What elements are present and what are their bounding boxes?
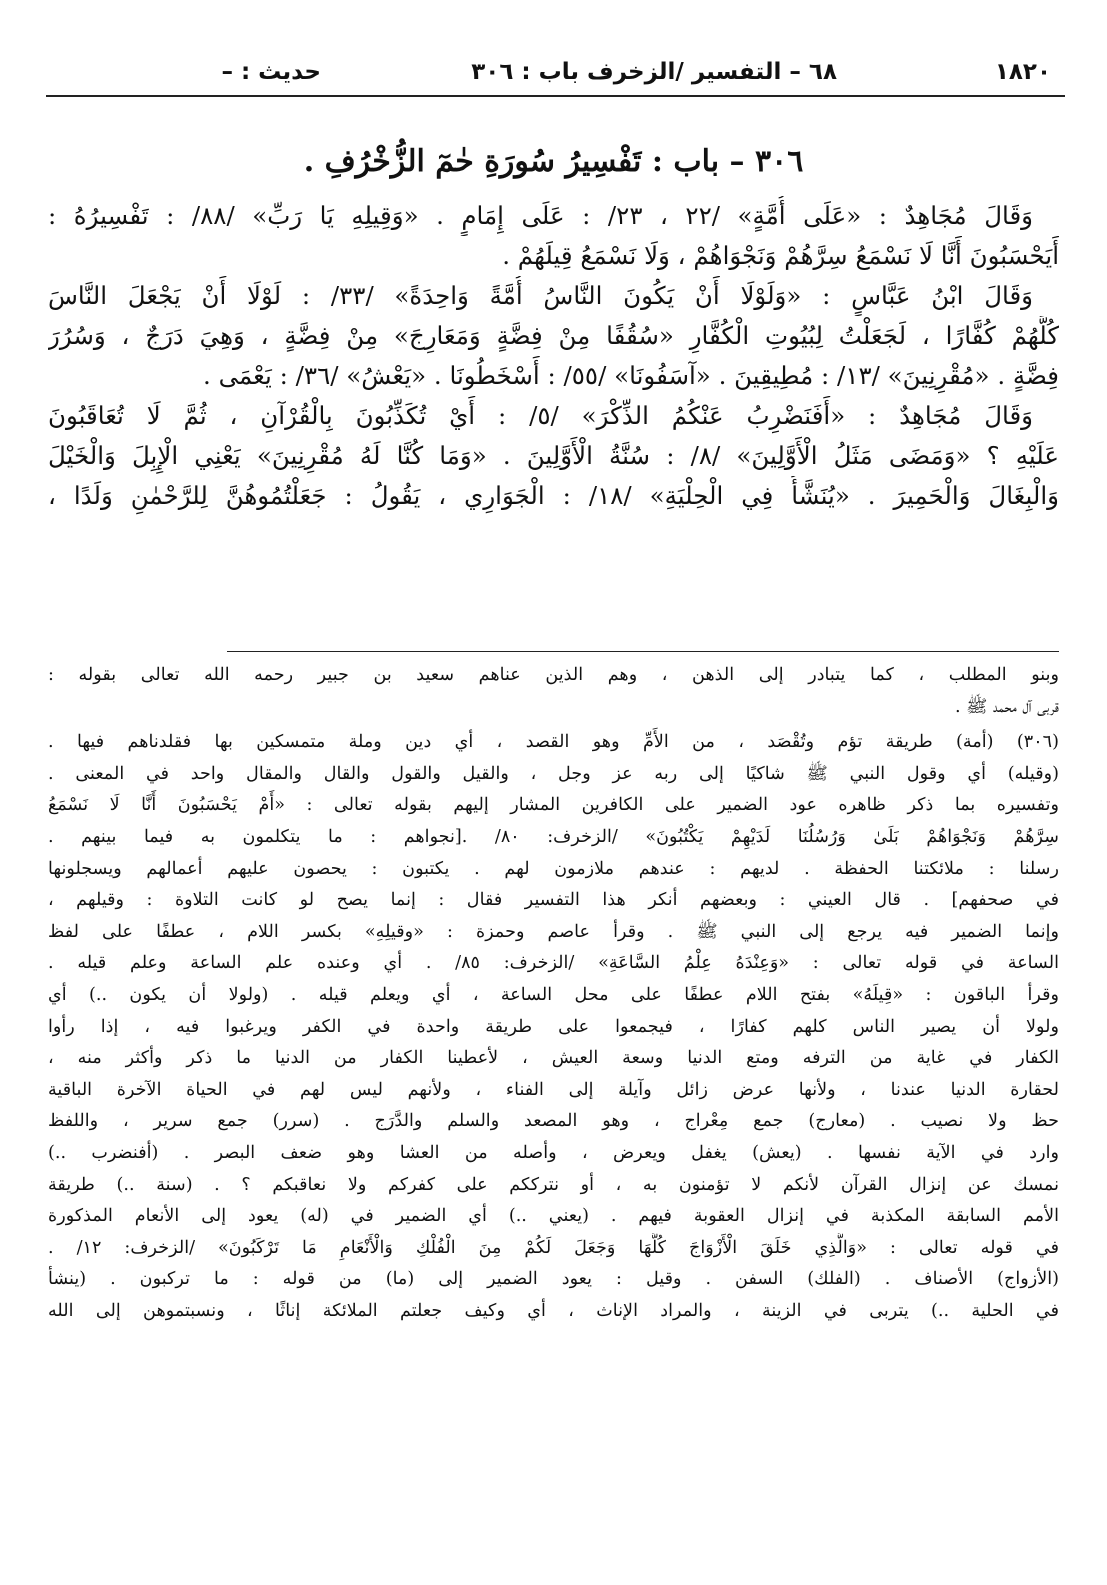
footnote-divider (227, 651, 1059, 652)
running-header (48, 50, 1059, 94)
hadith-number: حديث : – (221, 59, 321, 85)
footnote-line: وقرأ الباقون : «قِيلَهُ» بفتح اللام عطفًا على محل الساعة ، أي ويعلم قيله . (ولولا أن يكون ..) أي (48, 984, 1059, 1005)
chapter-title: ٦٨ – التفسير /الزخرف (587, 59, 837, 85)
footnote-line: الكفار في غاية من الترفه ومتع الدنيا وسعة العيش ، لأعطينا الكفار من الدنيا ما ذكر وأكثر منه ، (48, 1048, 1059, 1069)
main-text-line: وَقَالَ مُجَاهِدٌ : «عَلَى أُمَّةٍ» /٢٢ ، ٢٣/ : عَلَى إِمَامٍ . «وَقِيلِهِ يَا رَبِّ» /٨٨/ : تَفْسِيرُهُ : (48, 201, 1033, 230)
main-text-line: أَيَحْسَبُونَ أَنَّا لَا نَسْمَعُ سِرَّهُمْ وَنَجْوَاهُمْ ، وَلَا نَسْمَعُ قِيلَهُمْ . (502, 241, 1059, 270)
main-text-line: كُلَّهُمْ كُفَّارًا ، لَجَعَلْتُ لِبُيُوتِ الْكُفَّارِ «سُقُفًا مِنْ فِضَّةٍ وَمَعَارِجَ» مِنْ فِضَّةٍ ، وَهِيَ دَرَجٌ ، وَسُرُرَ (48, 321, 1059, 350)
footnote-line: رسلنا : ملائكتنا الحفظة . لديهم : عندهم ملازمون لهم . يكتبون : يحصون عليهم أعمالهم ويسجلونها (48, 858, 1059, 879)
main-text-line: عَلَيْهِ ؟ «وَمَضَى مَثَلُ الْأَوَّلِينَ» /٨/ : سُنَّةُ الْأَوَّلِينَ . «وَمَا كُنَّا لَهُ مُقْرِنِينَ» يَعْنِي الْإِبِلَ وَالْخَيْلَ (48, 441, 1059, 470)
footnote-line: حظ ولا نصيب . (معارج) جمع مِعْراج ، وهو المصعد والسلم والدَّرَج . (سرر) جمع سرير ، واللفظ (48, 1111, 1059, 1132)
footnote-line: وارد في الآية نفسها . (يعش) يغفل ويعرض ، وأصله من العشا وهو ضعف البصر . (أفنضرب ..) (48, 1142, 1059, 1163)
main-text-line: وَقَالَ ابْنُ عَبَّاسٍ : «وَلَوْلَا أَنْ يَكُونَ النَّاسُ أُمَّةً وَاحِدَةً» /٣٣/ : لَوْلَا أَنْ يَجْعَلَ النَّاسَ (48, 281, 1034, 310)
footnote-line: في صحفهم] . قال العيني : وبعضهم أنكر هذا التفسير فقال : إنما يصح لو كانت التلاوة : وقيلهم ، (48, 890, 1059, 911)
main-text-line: فِضَّةٍ . «مُقْرِنِينَ» /١٣/ : مُطِيقِينَ . «آسَفُونَا» /٥٥/ : أَسْخَطُونَا . «يَعْشُ» /٣٦/ : يَعْمَى . (203, 361, 1059, 390)
footnotes (48, 660, 1059, 1540)
header-divider (46, 95, 1065, 97)
footnote-line: الساعة في قوله تعالى : «وَعِنْدَهُ عِلْمُ السَّاعَةِ» /الزخرف: ٨٥/ . أي وعنده علم الساعة وعلم قيله . (48, 953, 1059, 974)
footnote-line: لحقارة الدنيا عندنا ، ولأنها عرض زائل وآيلة إلى الفناء ، ولأنهم ليس لهم في الحياة الآخرة الباقية (48, 1079, 1059, 1100)
footnote-line: في الحلية ..) يتربى في الزينة ، والمراد الإناث ، أي وكيف جعلتم الملائكة إناثًا ، ونسبتموهن إلى الله (48, 1300, 1059, 1321)
footnote-line: وإنما الضمير فيه يرجع إلى النبي ﷺ . وقرأ عاصم وحمزة : «وقيلِهِ» بكسر اللام ، عطفًا على لفظ (48, 921, 1059, 942)
footnote-line: (الأزواج) الأصناف . (الفلك) السفن . وقيل : يعود الضمير إلى (ما) من قوله : ما تركبون . (ينشأ (48, 1269, 1059, 1290)
page-number: ١٨٢٠ (994, 59, 1051, 85)
footnote-line: سِرَّهُمْ وَنَجْوَاهُمْ بَلَىٰ وَرُسُلُنَا لَدَيْهِمْ يَكْتُبُونَ» /الزخرف: ٨٠/ .[نجواهم : ما يتكلمون به فيما بينهم . (48, 826, 1059, 847)
section-title: ٣٠٦ – باب : تَفْسِيرُ سُورَةِ حٰمٓ الزُّخْرُفِ . (303, 144, 804, 179)
main-text-line: وَقَالَ مُجَاهِدٌ : «أَفَنَضْرِبُ عَنْكُمُ الذِّكْرَ» /٥/ : أَيْ تُكَذِّبُونَ بِالْقُرْآنِ ، ثُمَّ لَا تُعَاقَبُونَ (48, 401, 1034, 430)
footnote-line: قربى آل محمد ﷺ . (954, 696, 1059, 717)
footnote-line: الأمم السابقة المكذبة في إنزال العقوبة فيهم . (يعني ..) أي الضمير في (له) يعود إلى الأنعام المذكورة (48, 1206, 1059, 1227)
footnote-line: وتفسيره بما ذكر ظاهره عود الضمير على الكافرين المشار إليهم بقوله تعالى : «أَمْ يَحْسَبُونَ أَنَّا لَا نَسْمَعُ (48, 795, 1059, 816)
footnote-line: في قوله تعالى : «وَالَّذِي خَلَقَ الْأَزْوَاجَ كُلَّهَا وَجَعَلَ لَكُمْ مِنَ الْفُلْكِ وَالْأَنْعَامِ مَا تَرْكَبُونَ» /الزخرف: ١٢/ . (48, 1237, 1059, 1258)
bab-number: باب : ٣٠٦ (471, 59, 579, 85)
footnote-line: نمسك عن إنزال القرآن لأنكم لا تؤمنون به ، أو نترككم على كفركم ولا نعاقبكم ؟ . (سنة ..) طريقة (48, 1174, 1059, 1195)
main-text (48, 196, 1059, 636)
footnote-line: ولولا أن يصير الناس كلهم كفارًا ، فيجمعوا على طريقة واحدة في الكفر ويرغبوا فيه ، إذا رأوا (48, 1016, 1059, 1037)
footnote-line: (وقيله) أي وقول النبي ﷺ شاكيًا إلى ربه عز وجل ، والقيل والقول والقال والمقال واحد في المعنى . (48, 763, 1059, 784)
footnote-line: (٣٠٦) (أمة) طريقة تؤم وتُقْصَد ، من الأَمِّ وهو القصد ، أي دين وملة متمسكين بها فقلدناهم فيها . (48, 732, 1059, 753)
footnote-line: وبنو المطلب ، كما يتبادر إلى الذهن ، وهم الذين عناهم سعيد بن جبير رحمه الله تعالى بقوله : (48, 665, 1059, 685)
main-text-line: وَالْبِغَالَ وَالْحَمِيرَ . «يُنَشَّأُ فِي الْحِلْيَةِ» /١٨/ : الْجَوَارِي ، يَقُولُ : جَعَلْتُمُوهُنَّ لِلرَّحْمٰنِ وَلَدًا ، (48, 481, 1059, 510)
